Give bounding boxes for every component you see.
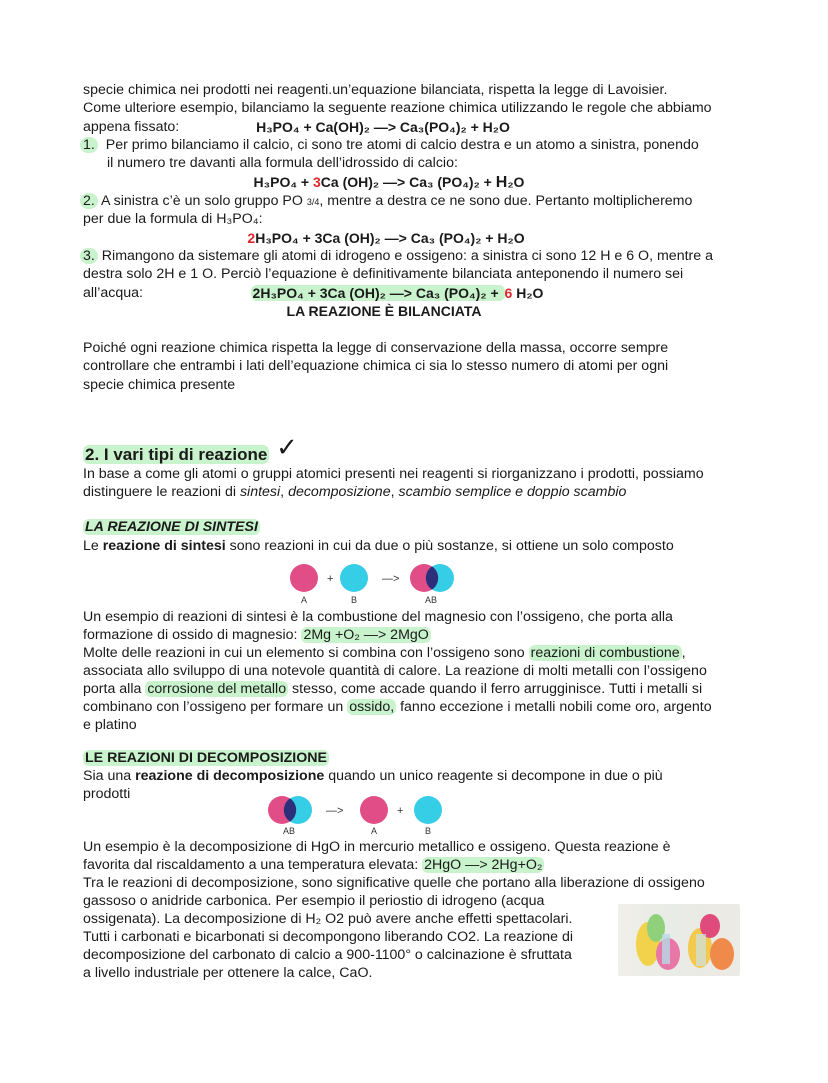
eq-coefficient: 6 <box>504 285 513 301</box>
text-line: specie chimica nei prodotti nei reagenti.un’equazione bilanciata, rispetta la legge di Lavoisier. <box>83 82 668 98</box>
synthesis-diagram <box>280 560 470 608</box>
step-2 <box>83 192 748 212</box>
highlight-equation: 2Mg +O₂ —> 2MgO <box>303 627 429 643</box>
text-line: Un esempio di reazioni di sintesi è la combustione del magnesio con l’ossigeno, che porta alla <box>83 609 673 625</box>
text-line: a livello industriale per ottenere la calce, CaO. <box>83 965 373 981</box>
text-line: In base a come gli atomi o gruppi atomici presenti nei reagenti si riorganizzano i prodotti, possiamo <box>83 466 704 482</box>
eq-part: 2H₃PO₄ + 3Ca (OH)₂ —> Ca₃ (PO₄)₂ + <box>252 285 503 301</box>
equation-unbalanced: H₃PO₄ + Ca(OH)₂ —> Ca₃(PO₄)₂ + H₂O <box>256 119 510 135</box>
equation-step-1 <box>0 173 803 192</box>
step-text: Per primo bilanciamo il calcio, ci sono tre atomi di calcio destra e un atomo a sinistra, ponendo <box>105 137 699 153</box>
text: scambio semplice e doppio scambio <box>398 484 627 500</box>
plus-sign: + <box>327 573 334 585</box>
text-line: Poiché ogni reazione chimica rispetta la legge di conservazione della massa, occorre sempre <box>83 340 669 356</box>
arrow: —> <box>382 573 400 585</box>
step-3 <box>83 247 748 266</box>
equation-balanced <box>0 284 811 303</box>
text: Sia una <box>83 768 136 784</box>
text: stesso, come accade quando il ferro arrugginisce. Tutti i metalli si <box>288 681 703 697</box>
label-b: B <box>425 826 432 836</box>
label-ab: AB <box>425 595 438 605</box>
text-line: all’acqua: <box>83 285 143 301</box>
text-line <box>83 698 748 717</box>
text: , <box>280 484 289 500</box>
subsection-heading <box>83 749 329 767</box>
heading-text: LE REAZIONI DI DECOMPOSIZIONE <box>85 750 327 766</box>
atom-a <box>360 796 388 824</box>
text-line: decomposizione del carbonato di calcio a 900-1100° o calcinazione è sfruttata <box>83 947 572 963</box>
label-a: A <box>371 826 378 836</box>
text: formazione di ossido di magnesio: <box>83 627 302 643</box>
highlight: ossido, <box>349 699 395 715</box>
eq-part: H₃PO₄ + <box>253 174 313 190</box>
text-line <box>83 767 748 786</box>
arrow: —> <box>326 805 344 817</box>
eq-coefficient: 2 <box>247 230 256 246</box>
label-ab: AB <box>283 826 296 836</box>
text-line <box>83 537 748 556</box>
step-text: Rimangono da sistemare gli atomi di idrogeno e ossigeno: a sinistra ci sono 12 H e 6 O, mentre a <box>101 248 713 264</box>
text-line: appena fissato: <box>83 119 180 135</box>
text-line: controllare che entrambi i lati dell’equazione chimica ci sia lo stesso numero di atomi per ogni <box>83 358 669 374</box>
text-line <box>83 626 748 645</box>
text-line <box>83 680 748 699</box>
balanced-label: LA REAZIONE È BILANCIATA <box>286 303 482 319</box>
text-line: il numero tre davanti alla formula dell’idrossido di calcio: <box>107 155 458 171</box>
text: Le <box>83 538 103 554</box>
text-line: ossigenata). La decomposizione di H₂ O2 può avere anche effetti spettacolari. <box>83 911 573 927</box>
atom-b <box>340 564 368 592</box>
heading-text: LA REAZIONE DI SINTESI <box>85 519 258 535</box>
text: favorita dal riscaldamento a una temperatura elevata: <box>83 857 423 873</box>
equation-step-2 <box>0 229 800 248</box>
foam-illustration <box>618 904 740 976</box>
highlight: reazioni di combustione <box>530 645 680 661</box>
step-number: 3. <box>80 248 98 264</box>
section-title-text: 2. I vari tipi di reazione <box>85 445 268 464</box>
subsection-heading <box>83 518 260 536</box>
section-title <box>83 432 298 466</box>
text-line: specie chimica presente <box>83 377 236 393</box>
text-line: Un esempio è la decomposizione di HgO in mercurio metallico e ossigeno. Questa reazione è <box>83 839 671 855</box>
text-line <box>83 856 748 875</box>
text: sono reazioni in cui da due o più sostanze, si ottiene un solo composto <box>225 538 674 554</box>
step-text: A sinistra c’è un solo gruppo PO <box>101 193 303 209</box>
text: , <box>681 645 686 661</box>
highlight: corrosione del metallo <box>147 681 287 697</box>
decomposition-diagram <box>264 794 454 838</box>
eq-part: ₂O <box>507 174 525 190</box>
text-line: gassoso o anidride carbonica. Per esempio il periostio di idrogeno (acqua <box>83 893 545 909</box>
text-line: prodotti <box>83 786 131 802</box>
highlight-equation: 2HgO —> 2Hg+O₂ <box>424 857 543 873</box>
label-b: B <box>351 595 358 605</box>
text-line: destra solo 2H e 1 O. Perciò l’equazione è definitivamente bilanciata anteponendo il numero sei <box>83 266 684 282</box>
text: reazione di decomposizione <box>135 768 325 784</box>
eq-part: H <box>495 174 508 191</box>
text-line <box>83 483 748 502</box>
step-1 <box>83 136 748 155</box>
step-number: 2. <box>80 193 98 209</box>
eq-part: Ca (OH)₂ —> Ca₃ (PO₄)₂ + <box>320 174 496 190</box>
text-line: per due la formula di H₃PO₄: <box>83 211 263 227</box>
foam-experiment-photo <box>618 904 740 976</box>
text-line: Come ulteriore esempio, bilanciamo la seguente reazione chimica utilizzando le regole che abbiamo <box>83 100 712 116</box>
text-line: Tutti i carbonati e bicarbonati si decompongono liberando CO2. La reazione di <box>83 929 574 945</box>
eq-coefficient: 3 <box>313 174 321 190</box>
text: sintesi <box>239 484 281 500</box>
checkmark-icon: ✓ <box>276 432 298 462</box>
text: combinano con l’ossigeno per formare un <box>83 699 348 715</box>
step-number: 1. <box>80 137 98 153</box>
eq-part: H₂O <box>512 285 544 301</box>
text: quando un unico reagente si decompone in due o più <box>324 768 663 784</box>
eq-part: H₃PO₄ + 3Ca (OH)₂ —> Ca₃ (PO₄)₂ + H₂O <box>255 230 525 246</box>
text-line <box>83 644 748 663</box>
text: , <box>390 484 399 500</box>
text: reazione di sintesi <box>102 538 226 554</box>
text: Molte delle reazioni in cui un elemento si combina con l’ossigeno sono <box>83 645 529 661</box>
text-line: associata allo sviluppo di una notevole quantità di calore. La reazione di molti metalli con l’ossigeno <box>83 663 707 679</box>
label-a: A <box>301 595 308 605</box>
subscript: 3/4 <box>306 197 320 207</box>
step-text: , mentre a destra ce ne sono due. Pertanto moltiplicheremo <box>319 193 693 209</box>
plus-sign: + <box>397 805 404 817</box>
text-line: e platino <box>83 717 137 733</box>
text: porta alla <box>83 681 146 697</box>
text-line: Tra le reazioni di decomposizione, sono significative quelle che portano alla liberazione di ossigeno <box>83 875 705 891</box>
text: fanno eccezione i metalli nobili come oro, argento <box>396 699 712 715</box>
text: distinguere le reazioni di <box>83 484 240 500</box>
atom-a <box>290 564 318 592</box>
atom-b <box>414 796 442 824</box>
text: decomposizione <box>288 484 391 500</box>
